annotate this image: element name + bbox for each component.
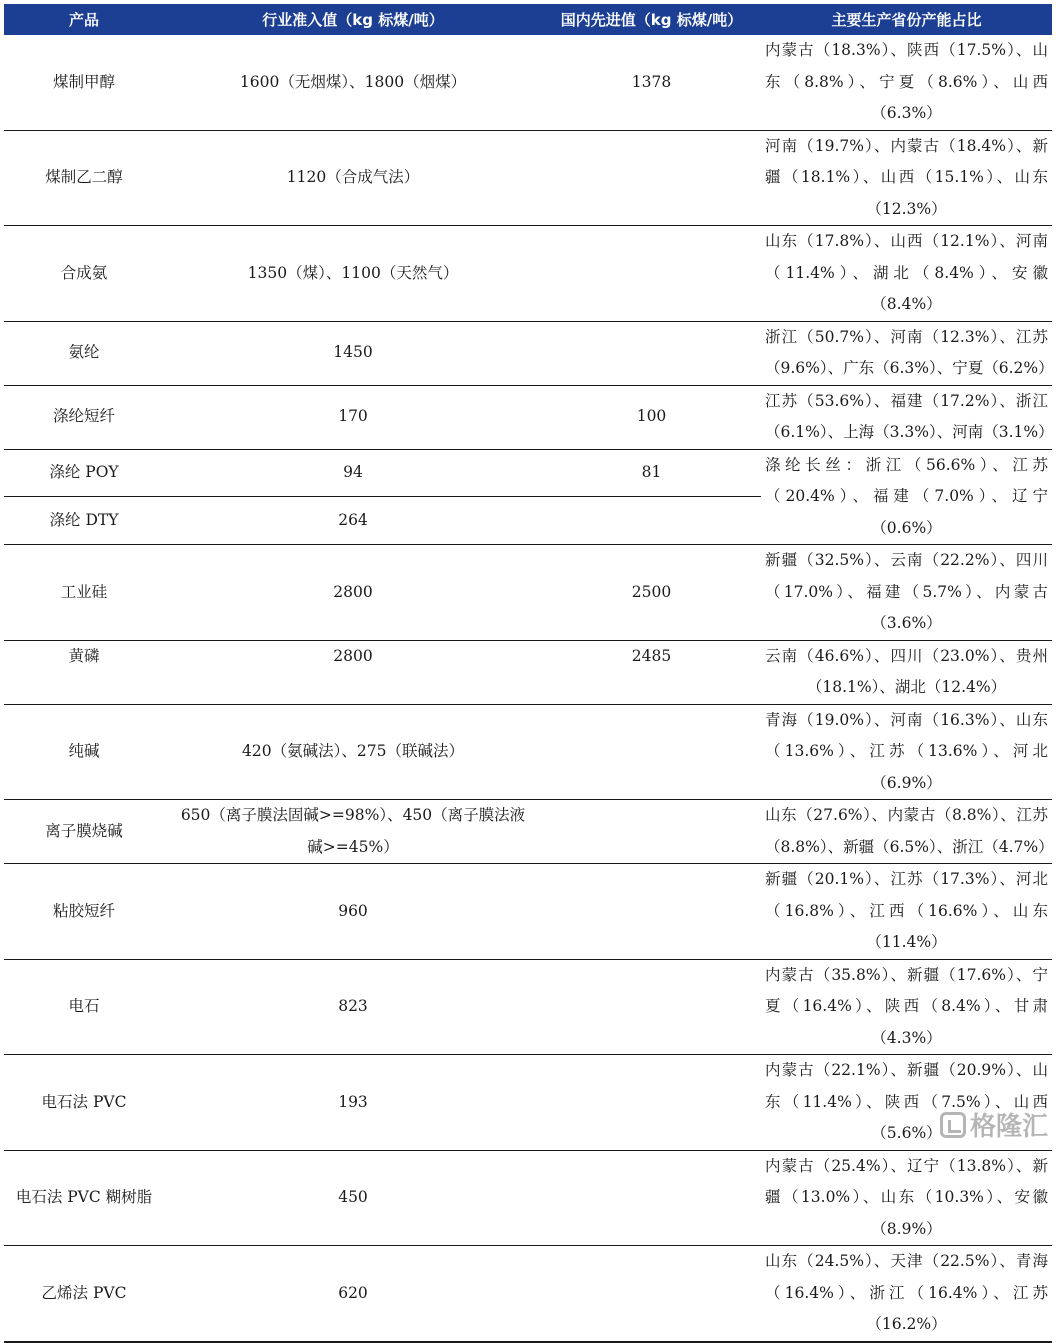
advanced-value-cell <box>542 226 761 322</box>
province-share-cell: 内蒙古（22.1%）、新疆（20.9%）、山东（11.4%）、陕西（7.5%）、山西（5.6%） <box>761 1055 1052 1151</box>
advanced-value-cell <box>542 1246 761 1342</box>
advanced-value-cell <box>542 130 761 226</box>
advanced-value-cell <box>542 704 761 800</box>
table-row <box>4 545 1052 641</box>
table-row <box>4 130 1052 226</box>
province-share-cell: 新疆（20.1%）、江苏（17.3%）、河北（16.8%）、江西（16.6%）、山东（11.4%） <box>761 864 1052 960</box>
product-cell: 工业硅 <box>4 545 164 641</box>
entry-value-cell: 620 <box>164 1246 542 1342</box>
gelonghui-logo-icon <box>940 1112 966 1138</box>
entry-value-cell: 264 <box>164 497 542 545</box>
product-cell: 纯碱 <box>4 704 164 800</box>
entry-value-cell: 960 <box>164 864 542 960</box>
table-row <box>4 385 1052 449</box>
province-share-cell: 青海（19.0%）、河南（16.3%）、山东（13.6%）、江苏（13.6%）、河北（6.9%） <box>761 704 1052 800</box>
entry-value-cell: 420（氨碱法）、275（联碱法） <box>164 704 542 800</box>
table-header-row <box>4 4 1052 35</box>
province-share-cell: 内蒙古（25.4%）、辽宁（13.8%）、新疆（13.0%）、山东（10.3%）、安徽（8.9%） <box>761 1150 1052 1246</box>
product-cell: 氨纶 <box>4 321 164 385</box>
advanced-value-cell: 81 <box>542 449 761 497</box>
product-cell: 涤纶 POY <box>4 449 164 497</box>
entry-value-cell: 1120（合成气法） <box>164 130 542 226</box>
advanced-value-cell <box>542 1055 761 1151</box>
province-share-cell: 河南（19.7%）、内蒙古（18.4%）、新疆（18.1%）、山西（15.1%）、山东（12.3%） <box>761 130 1052 226</box>
table-row <box>4 321 1052 385</box>
entry-value-cell: 2800 <box>164 640 542 704</box>
advanced-value-cell <box>542 864 761 960</box>
province-share-cell: 内蒙古（35.8%）、新疆（17.6%）、宁夏（16.4%）、陕西（8.4%）、甘肃（4.3%） <box>761 959 1052 1055</box>
province-share-cell: 山东（24.5%）、天津（22.5%）、青海（16.4%）、浙江（16.4%）、江苏（16.2%） <box>761 1246 1052 1342</box>
entry-value-cell: 823 <box>164 959 542 1055</box>
table-row <box>4 959 1052 1055</box>
product-cell: 电石 <box>4 959 164 1055</box>
entry-value-cell: 1350（煤）、1100（天然气） <box>164 226 542 322</box>
header-province-share: 主要生产省份产能占比 <box>761 4 1052 35</box>
entry-value-cell: 450 <box>164 1150 542 1246</box>
province-share-cell: 江苏（53.6%）、福建（17.2%）、浙江（6.1%）、上海（3.3%）、河南（3.1%） <box>761 385 1052 449</box>
advanced-value-cell <box>542 497 761 545</box>
table-row <box>4 35 1052 130</box>
product-cell: 电石法 PVC <box>4 1055 164 1151</box>
product-cell: 合成氨 <box>4 226 164 322</box>
entry-value-cell: 650（离子膜法固碱>=98%）、450（离子膜法液碱>=45%） <box>164 800 542 864</box>
table-row <box>4 704 1052 800</box>
table-row <box>4 800 1052 864</box>
watermark-text: 格隆汇 <box>969 1112 1048 1142</box>
watermark <box>940 1106 1048 1143</box>
entry-value-cell: 2800 <box>164 545 542 641</box>
header-advanced-value: 国内先进值（kg 标煤/吨） <box>542 4 761 35</box>
table-row <box>4 1055 1052 1151</box>
province-share-cell: 新疆（32.5%）、云南（22.2%）、四川（17.0%）、福建（5.7%）、内蒙古（3.6%） <box>761 545 1052 641</box>
header-entry-value: 行业准入值（kg 标煤/吨） <box>164 4 542 35</box>
province-share-cell: 山东（27.6%）、内蒙古（8.8%）、江苏（8.8%）、新疆（6.5%）、浙江（4.7%） <box>761 800 1052 864</box>
advanced-value-cell: 1378 <box>542 35 761 130</box>
table-row <box>4 864 1052 960</box>
province-share-cell: 云南（46.6%）、四川（23.0%）、贵州（18.1%）、湖北（12.4%） <box>761 640 1052 704</box>
advanced-value-cell <box>542 1150 761 1246</box>
energy-benchmark-table <box>4 4 1052 1343</box>
advanced-value-cell: 2485 <box>542 640 761 704</box>
product-cell: 乙烯法 PVC <box>4 1246 164 1342</box>
product-cell: 煤制甲醇 <box>4 35 164 130</box>
province-share-cell: 浙江（50.7%）、河南（12.3%）、江苏（9.6%）、广东（6.3%）、宁夏（6.2%） <box>761 321 1052 385</box>
product-cell: 电石法 PVC 糊树脂 <box>4 1150 164 1246</box>
advanced-value-cell <box>542 959 761 1055</box>
entry-value-cell: 94 <box>164 449 542 497</box>
product-cell: 煤制乙二醇 <box>4 130 164 226</box>
entry-value-cell: 1450 <box>164 321 542 385</box>
advanced-value-cell: 2500 <box>542 545 761 641</box>
product-cell: 黄磷 <box>4 640 164 704</box>
province-share-cell: 内蒙古（18.3%）、陕西（17.5%）、山东（8.8%）、宁夏（8.6%）、山西（6.3%） <box>761 35 1052 130</box>
entry-value-cell: 193 <box>164 1055 542 1151</box>
product-cell: 涤纶 DTY <box>4 497 164 545</box>
header-product: 产品 <box>4 4 164 35</box>
province-share-cell: 涤纶长丝：浙江（56.6%）、江苏（20.4%）、福建（7.0%）、辽宁（0.6%） <box>761 449 1052 545</box>
advanced-value-cell <box>542 321 761 385</box>
entry-value-cell: 1600（无烟煤）、1800（烟煤） <box>164 35 542 130</box>
table-row <box>4 226 1052 322</box>
table-row <box>4 640 1052 704</box>
product-cell: 涤纶短纤 <box>4 385 164 449</box>
province-share-cell: 山东（17.8%）、山西（12.1%）、河南（11.4%）、湖北（8.4%）、安徽（8.4%） <box>761 226 1052 322</box>
table-row <box>4 1246 1052 1342</box>
product-cell: 离子膜烧碱 <box>4 800 164 864</box>
table-row <box>4 449 1052 497</box>
advanced-value-cell <box>542 800 761 864</box>
table-row <box>4 1150 1052 1246</box>
advanced-value-cell: 100 <box>542 385 761 449</box>
product-cell: 粘胶短纤 <box>4 864 164 960</box>
entry-value-cell: 170 <box>164 385 542 449</box>
